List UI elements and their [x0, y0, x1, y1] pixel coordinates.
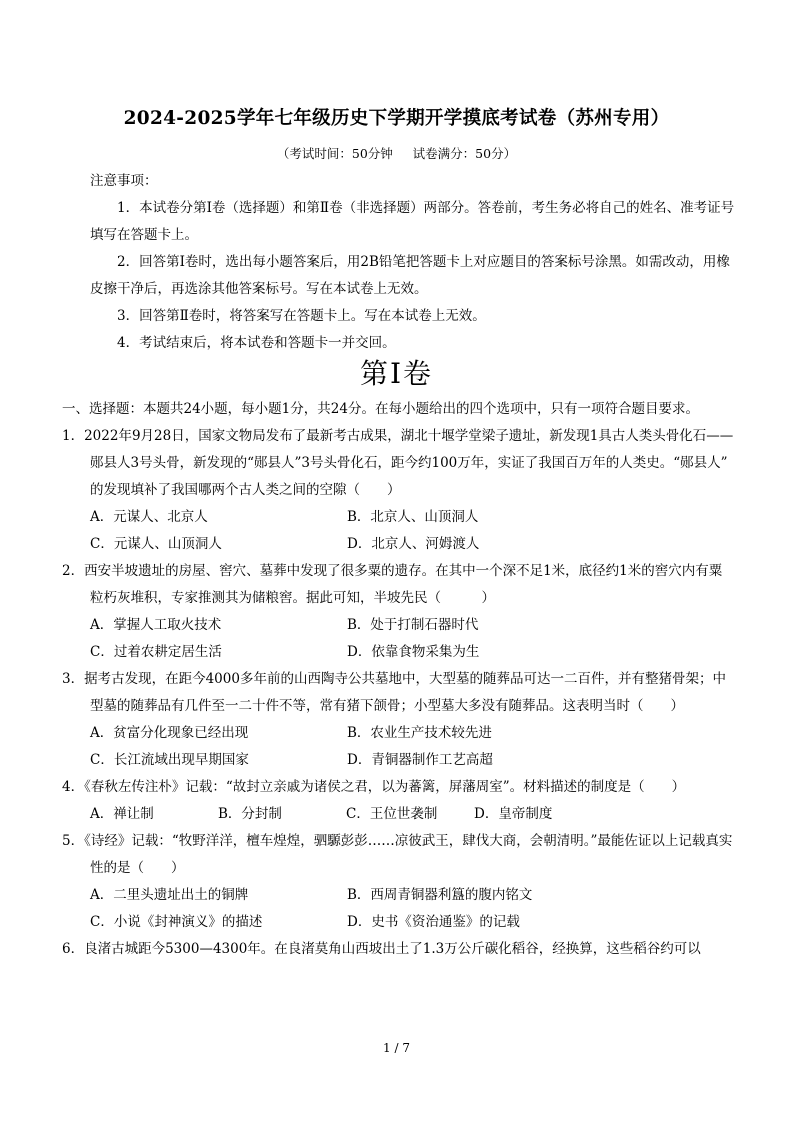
option-c: C．小说《封神演义》的描述	[90, 914, 263, 930]
option-d: D．皇帝制度	[474, 806, 553, 822]
option-a: A．元谋人、北京人	[90, 509, 208, 525]
section-instruction: 一、选择题：本题共24小题，每小题1分，共24分。在每小题给出的四个选项中，只有一项符合题目要求。	[62, 401, 699, 417]
option-b: B．分封制	[218, 806, 282, 822]
question-stem: 6．良渚古城距今5300—4300年。在良渚莫角山西坡出土了1.3万公斤碳化稻谷，经换算，这些稻谷约可以	[62, 941, 701, 957]
option-d: D．依靠食物采集为生	[347, 644, 480, 660]
exam-subtitle: （考试时间：50分钟 试卷满分：50分）	[276, 146, 517, 161]
page-number: 1 / 7	[383, 1041, 410, 1055]
question-options	[62, 504, 734, 558]
option-a: A．掌握人工取火技术	[90, 617, 222, 633]
note-item: 2．回答第Ⅰ卷时，选出每小题答案后，用2B铅笔把答题卡上对应题目的答案标号涂黑。如需改动，用橡皮擦干净后，再选涂其他答案标号。写在本试卷上无效。	[90, 254, 730, 297]
note-item: 4．考试结束后，将本试卷和答题卡一并交回。	[117, 335, 396, 351]
option-b: B．北京人、山顶洞人	[347, 509, 479, 525]
question-options	[62, 720, 734, 774]
exam-title: 2024-2025学年七年级历史下学期开学摸底考试卷（苏州专用）	[123, 108, 670, 129]
question-stem: 5．《诗经》记载：“牧野洋洋，檀车煌煌，驷騵彭彭……凉彼武王，肆伐大商，会朝清明。”最能佐证以上记载真实性的是（ ）	[62, 833, 733, 876]
question-stem: 1．2022年9月28日，国家文物局发布了最新考古成果，湖北十堰学堂梁子遗址，新发现1具古人类头骨化石——郧县人3号头骨，新发现的“郧县人”3号头骨化石，距今约100万年，实证了我国百万年的人类史。“郧县人” 的发现填补了我国哪两个古人类之间的空隙（ ）	[62, 428, 734, 498]
option-d: D．史书《资治通鉴》的记载	[347, 914, 520, 930]
option-c: C．王位世袭制	[346, 806, 438, 822]
question-options	[62, 801, 734, 828]
question-stem: 2．西安半坡遗址的房屋、窖穴、墓葬中发现了很多粟的遗存。在其中一个深不足1米，底径约1米的窖穴内有粟粒朽灰堆积，专家推测其为储粮窖。据此可知，半坡先民（ ）	[62, 563, 723, 606]
option-d: D．北京人、河姆渡人	[347, 536, 480, 552]
option-d: D．青铜器制作工艺高超	[347, 752, 493, 768]
option-a: A．贫富分化现象已经出现	[90, 725, 249, 741]
note-item: 1．本试卷分第Ⅰ卷（选择题）和第Ⅱ卷（非选择题）两部分。答卷前，考生务必将自己的姓名、准考证号填写在答题卡上。	[90, 200, 735, 243]
option-b: B．西周青铜器利簋的腹内铭文	[347, 887, 533, 903]
question-stem: 4．《春秋左传注朴》记载：“故封立亲戚为诸侯之君，以为蕃篱，屏藩周室”。材料描述的制度是（ ）	[62, 779, 686, 795]
volume-title: 第Ⅰ卷	[359, 357, 434, 390]
question-stem: 3．据考古发现，在距今4000多年前的山西陶寺公共墓地中，大型墓的随葬品可达一二百件，并有整猪骨架；中型墓的随葬品有几件至一二十件不等，常有猪下颌骨；小型墓大多没有随葬品。这表明当时（ ）	[62, 671, 726, 714]
option-c: C．长江流域出现早期国家	[90, 752, 249, 768]
option-b: B．农业生产技术较先进	[347, 725, 492, 741]
option-c: C．过着农耕定居生活	[90, 644, 222, 660]
option-b: B．处于打制石器时代	[347, 617, 479, 633]
option-a: A．禅让制	[90, 806, 154, 822]
question-options	[62, 612, 734, 666]
note-item: 3．回答第Ⅱ卷时，将答案写在答题卡上。写在本试卷上无效。	[117, 308, 486, 324]
question-options	[62, 882, 734, 936]
notes-heading: 注意事项：	[90, 173, 158, 189]
notes-section	[90, 168, 740, 357]
option-a: A．二里头遗址出土的铜牌	[90, 887, 249, 903]
option-c: C．元谋人、山顶洞人	[90, 536, 222, 552]
question-section	[62, 396, 734, 963]
